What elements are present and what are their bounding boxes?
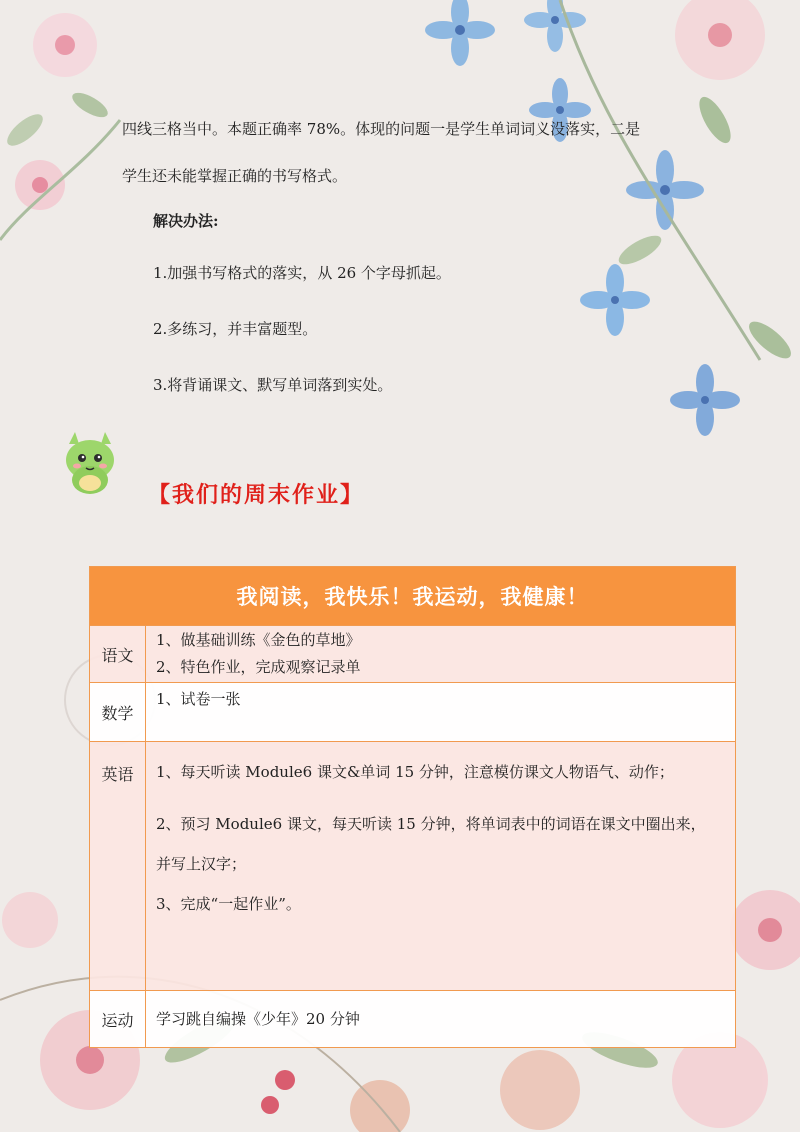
task-line: 3、完成“一起作业”。: [156, 895, 301, 913]
task-line: 1、每天听读 Module6 课文&单词 15 分钟，注意模仿课文人物语气、动作；: [156, 763, 674, 781]
solution-item-3: 3.将背诵课文、默写单词落到实处。: [153, 376, 393, 394]
homework-row-sports: [90, 991, 736, 1048]
task-line: 2、特色作业，完成观察记录单: [156, 658, 361, 676]
solution-title: 解决办法:: [153, 212, 219, 230]
task-line: 学习跳自编操《少年》20 分钟: [156, 1010, 360, 1028]
task-line: 并写上汉字；: [156, 855, 247, 873]
weekend-homework-heading: 【我们的周末作业】: [148, 483, 365, 508]
dragon-mascot-icon: [55, 428, 125, 498]
task-cell: [146, 626, 736, 683]
homework-table-header: 我阅读，我快乐！我运动，我健康！: [90, 567, 736, 626]
homework-row-english: [90, 742, 736, 991]
task-line: 1、试卷一张: [156, 690, 241, 708]
subject-cell: 语文: [90, 626, 146, 683]
subject-cell: 英语: [90, 742, 146, 991]
task-line: 1、做基础训练《金色的草地》: [156, 631, 361, 649]
problem-text-line-1: 四线三格当中。本题正确率 78%。体现的问题一是学生单词词义没落实，二是: [122, 120, 641, 138]
task-cell: [146, 683, 736, 742]
homework-table-header-row: [90, 567, 736, 626]
solution-item-1: 1.加强书写格式的落实，从 26 个字母抓起。: [153, 264, 451, 282]
homework-table: [89, 566, 736, 1048]
homework-row-chinese: [90, 626, 736, 683]
task-cell: [146, 991, 736, 1048]
solution-item-2: 2.多练习，并丰富题型。: [153, 320, 318, 338]
problem-text-line-2: 学生还未能掌握正确的书写格式。: [122, 167, 348, 185]
subject-cell: 数学: [90, 683, 146, 742]
task-line: 2、预习 Module6 课文，每天听读 15 分钟，将单词表中的词语在课文中圈出来，: [156, 815, 706, 833]
homework-row-math: [90, 683, 736, 742]
task-cell: [146, 742, 736, 991]
subject-cell: 运动: [90, 991, 146, 1048]
